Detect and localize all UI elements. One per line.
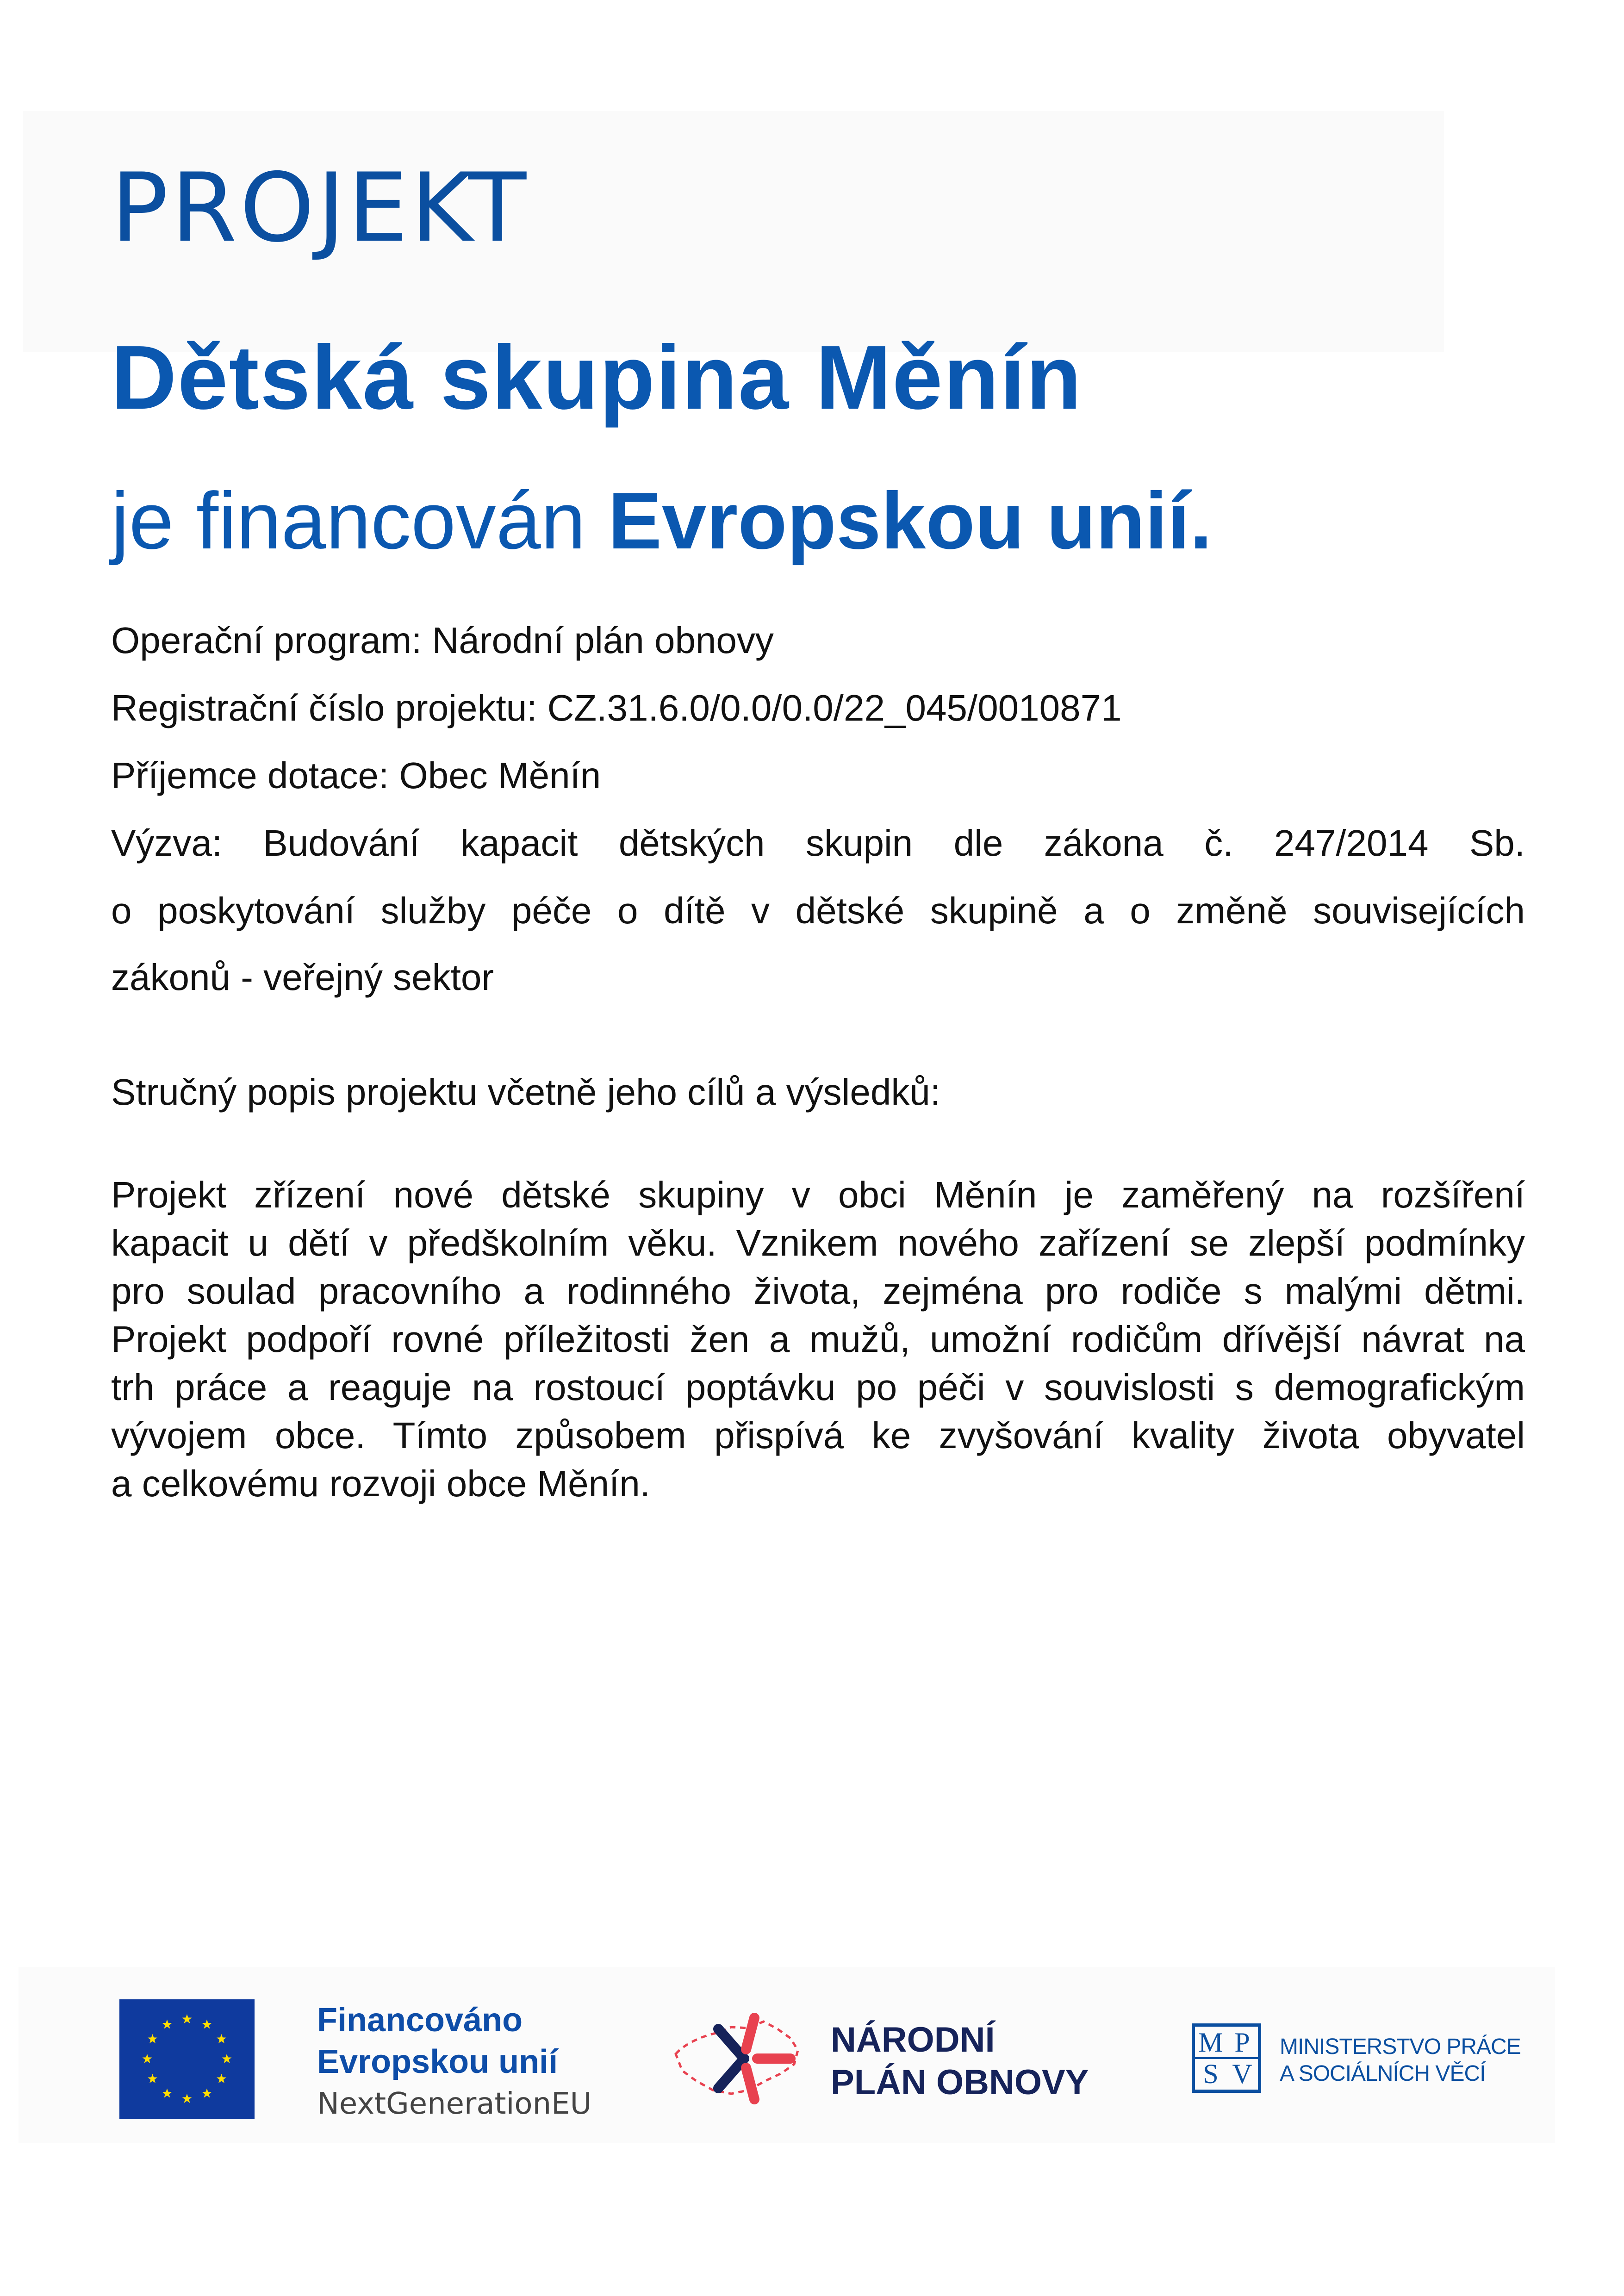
npo-line-2: PLÁN OBNOVY [831,2063,1089,2102]
operational-program: Operační program: Národní plán obnovy [111,620,774,661]
funded-line [111,475,1212,566]
eu-stars [119,1999,255,2119]
summary-line: Projekt podpoří rovné příležitosti žen a mužů, umožní rodičům dřívější návrat na [111,1319,1525,1360]
mpsv-letter: P [1234,2027,1250,2058]
summary-line: a celkovému rozvoji obce Měnín. [111,1463,650,1504]
mpsv-line-1: MINISTERSTVO PRÁCE [1280,2035,1521,2059]
mpsv-letter: S [1203,2059,1219,2089]
summary-line: vývojem obce. Tímto způsobem přispívá ke zvyšování kvality života obyvatel [111,1415,1525,1456]
mpsv-line-2: A SOCIÁLNÍCH VĚCÍ [1280,2061,1486,2086]
eu-star-icon [202,2089,212,2098]
mpsv-text [1280,2034,1521,2087]
eu-star-icon [182,2014,192,2023]
mpsv-letter: M [1198,2027,1223,2058]
mpsv-mark-icon [1192,2023,1261,2093]
call-line-3: zákonů - veřejný sektor [111,957,494,998]
eu-funding-text [317,1999,591,2125]
npo-text [831,2019,1089,2104]
project-title: Dětská skupina Měnín [111,327,1083,428]
eu-star-icon [217,2034,226,2043]
eu-star-icon [143,2054,152,2063]
summary-heading: Stručný popis projektu včetně jeho cílů a výsledků: [111,1071,941,1113]
npo-line-1: NÁRODNÍ [831,2020,995,2060]
summary-line: Projekt zřízení nové dětské skupiny v obci Měnín je zaměřený na rozšíření [111,1174,1525,1215]
npo-arrow-upper [718,2029,744,2059]
eu-flag-icon [119,1999,255,2119]
eu-line-3: NextGenerationEU [317,2087,592,2121]
call-line-2: o poskytování služby péče o dítě v dětské skupině a o změně souvisejících [111,890,1525,931]
mpsv-logo [1192,2023,1543,2097]
npo-arrow-lower [718,2059,744,2088]
eu-line-2: Evropskou unií [317,2043,558,2080]
npo-spark-1 [746,2018,754,2049]
summary-line: pro soulad pracovního a rodinného života, zejména pro rodiče s malými dětmi. [111,1270,1525,1312]
eu-line-1: Financováno [317,2002,523,2039]
recipient: Příjemce dotace: Obec Měnín [111,755,601,796]
registration-number: Registrační číslo projektu: CZ.31.6.0/0.0/0.0/22_045/0010871 [111,687,1122,728]
mpsv-letter: V [1232,2059,1252,2089]
eu-funding-logo [119,1999,591,2124]
label-projekt: PROJEKT [111,153,529,263]
summary-text [111,1171,1525,1508]
eu-star-icon [222,2054,232,2063]
summary-line: kapacit u dětí v předškolním věku. Vznikem nového zařízení se zlepší podmínky [111,1222,1525,1263]
funded-by: Evropskou unií. [608,475,1212,566]
eu-star-icon [162,2020,172,2029]
eu-star-icon [182,2094,192,2103]
call-line-1: Výzva: Budování kapacit dětských skupin dle zákona č. 247/2014 Sb. [111,822,1525,864]
summary-line: trh práce a reaguje na rostoucí poptávku po péči v souvislosti s demografickým [111,1367,1525,1408]
npo-spark-3 [746,2068,754,2099]
funded-prefix: je financován [111,475,608,566]
eu-star-icon [202,2020,212,2029]
eu-star-icon [217,2074,226,2083]
npo-mark-icon [666,1999,805,2120]
eu-star-icon [148,2074,157,2083]
eu-star-icon [148,2034,157,2043]
eu-star-icon [162,2089,172,2098]
npo-logo [666,1999,1129,2124]
